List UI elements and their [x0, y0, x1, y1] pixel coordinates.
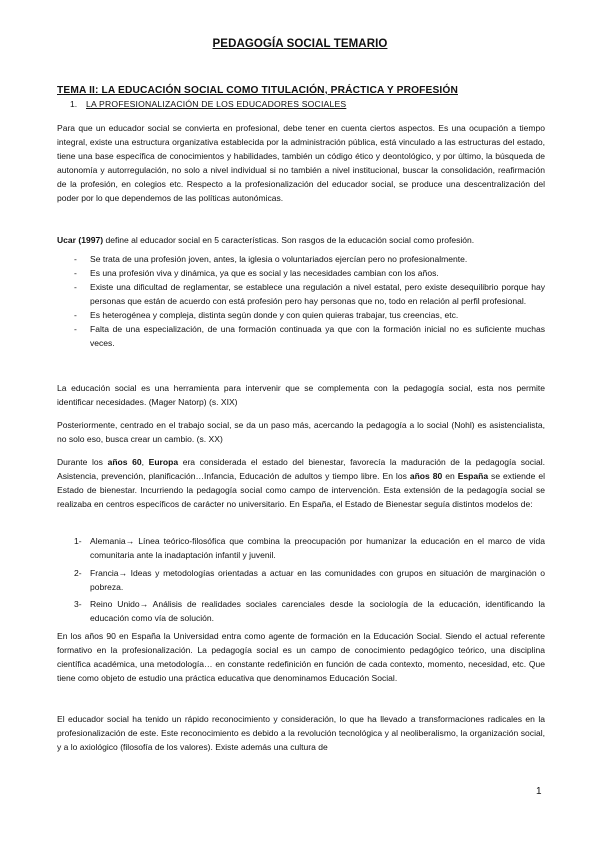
- list-item-text: Francia→ Ideas y metodologías orientadas a actuar en las comunidades con grupos en situación de marginación o pobreza.: [90, 567, 545, 592]
- paragraph-text: El educador social ha tenido un rápido reconocimiento y consideración, lo que ha llevado a transformaciones radicales en la profesionalización de este. Este reconocimiento es debido a la revolución tecnológica y al neoliberalismo, la organización social, y a lo axiológico (filosofía de los valores). Existe además una cultura de: [57, 714, 545, 753]
- paragraph-2: [57, 233, 545, 247]
- models-list: [57, 534, 545, 629]
- paragraph-7: [57, 712, 545, 754]
- text-run: Durante los: [57, 457, 108, 467]
- bold-run: años 80: [409, 471, 443, 482]
- paragraph-text: En los años 90 en España la Universidad entra como agente de formación en la Educación Social. Siendo el actual referente formativo en la profesionalización. La pedagogía social es un campo de conocimiento pedagógico teórico, una disciplina científica académica, una metodología… en constante redefinición en función de cada contexto, momento, necesidad, etc. Que tiene como objeto de estudio una práctica educativa que denominamos Educación Social.: [57, 631, 545, 684]
- list-item: [57, 566, 545, 594]
- list-number: 3-: [74, 599, 82, 610]
- list-item: [57, 280, 545, 308]
- dash-marker: -: [74, 268, 77, 279]
- characteristics-list: [57, 252, 545, 350]
- list-item-text: Es heterogénea y compleja, distinta según donde y con quien quieras trabajar, tus creencias, etc.: [90, 310, 459, 321]
- list-item-text: Existe una dificultad de reglamentar, se establece una regulación a nivel estatal, pero existe desequilibrio porque hay personas que están de acuerdo con está profesión pero hay personas que no, todo en relación al perfil profesional.: [90, 282, 545, 307]
- paragraph-4: [57, 418, 545, 446]
- dash-marker: -: [74, 254, 77, 264]
- paragraph-1: [57, 121, 545, 205]
- text-run: se extiende el Estado de bienestar. Incurriendo la pedagogía social como campo de intervención. Esta extensión de la pedagogía social se realizaba en centros específicos de carácter no universitario. En España, el Estado de Bienestar seguía distintos modelos de:: [57, 471, 545, 510]
- paragraph-5: [57, 455, 545, 511]
- section-title: LA PROFESIONALIZACIÓN DE LOS EDUCADORES SOCIALES: [86, 99, 347, 109]
- paragraph-text: La educación social es una herramienta para intervenir que se complementa con la pedagogía social, esta nos permite identificar necesidades. (Mager Natorp) (s. XIX): [57, 383, 545, 408]
- author-citation: Ucar (1997): [57, 235, 104, 245]
- paragraph-text: Posteriormente, centrado en el trabajo social, se da un paso más, acercando la pedagogía a lo social (Nohl) es asistencialista, no solo eso, busca crear un cambio. (s. XX): [57, 420, 545, 445]
- list-item: [57, 252, 545, 266]
- section-number: 1.: [70, 99, 78, 109]
- list-item-text: Falta de una especialización, de una formación continuada ya que con la formación inicial no es suficiente muchas veces.: [90, 324, 545, 349]
- list-item-text: Alemania→ Línea teórico-filosófica que combina la preocupación por humanizar la educación en el marco de vida comunitaria ante la inadaptación infantil y juvenil.: [90, 536, 545, 561]
- bold-run: España: [457, 471, 489, 482]
- section-heading: [70, 99, 346, 109]
- list-item: [57, 597, 545, 625]
- list-item: [57, 322, 545, 350]
- list-item-text: Se trata de una profesión joven, antes, la iglesia o voluntariados ejercían pero no profesionalmente.: [90, 254, 468, 264]
- list-number: 2-: [74, 567, 82, 578]
- list-number: 1-: [74, 536, 82, 546]
- paragraph-text: define al educador social en 5 características. Son rasgos de la educación social como profesión.: [103, 235, 475, 245]
- text-run: ,: [141, 457, 149, 467]
- bold-run: Europa: [148, 457, 179, 467]
- dash-marker: -: [74, 310, 77, 321]
- list-item-text: Reino Unido→ Análisis de realidades sociales carenciales desde la sociología de la educación, identificando la educación como vía de solución.: [90, 599, 545, 624]
- dash-marker: -: [74, 282, 77, 293]
- paragraph-3: [57, 381, 545, 409]
- bold-run: años 60: [107, 457, 142, 467]
- topic-heading: TEMA II: LA EDUCACIÓN SOCIAL COMO TITULACIÓN, PRÁCTICA Y PROFESIÓN: [57, 85, 458, 96]
- page-number: 1: [536, 786, 542, 797]
- list-item: [57, 308, 545, 322]
- list-item: [57, 266, 545, 280]
- text-run: era considerada el estado del bienestar, favorecía la maduración de la pedagogía social. Asistencia, prevención, planificación…Infancia, Educación de adultos y tiempo libre. En los: [57, 457, 545, 482]
- list-item: [57, 534, 545, 562]
- dash-marker: -: [74, 324, 77, 335]
- paragraph-text: Para que un educador social se convierta en profesional, debe tener en cuenta ciertos aspectos. Es una ocupación a tiempo integral, existe una estructura organizativa establecida por la administración pública, está vinculado a las estructuras del estado, tiene una base específica de conocimientos y habilidades, también un código ético y deontológico, y por último, la búsqueda de autonomía y autorregulación, no solo a nivel individual si no también a nivel institucional, buscar la consolidación, reafirmación de la profesión, en colegios etc. Respecto a la profesionalización del educador social, se produce una descentralización del poder por lo que dependemos de las políticas autonómicas.: [57, 123, 545, 204]
- document-title: PEDAGOGÍA SOCIAL TEMARIO: [212, 38, 388, 50]
- list-item-text: Es una profesión viva y dinámica, ya que es social y las necesidades cambian con los años.: [90, 268, 439, 279]
- paragraph-6: [57, 629, 545, 685]
- text-run: en: [442, 471, 458, 482]
